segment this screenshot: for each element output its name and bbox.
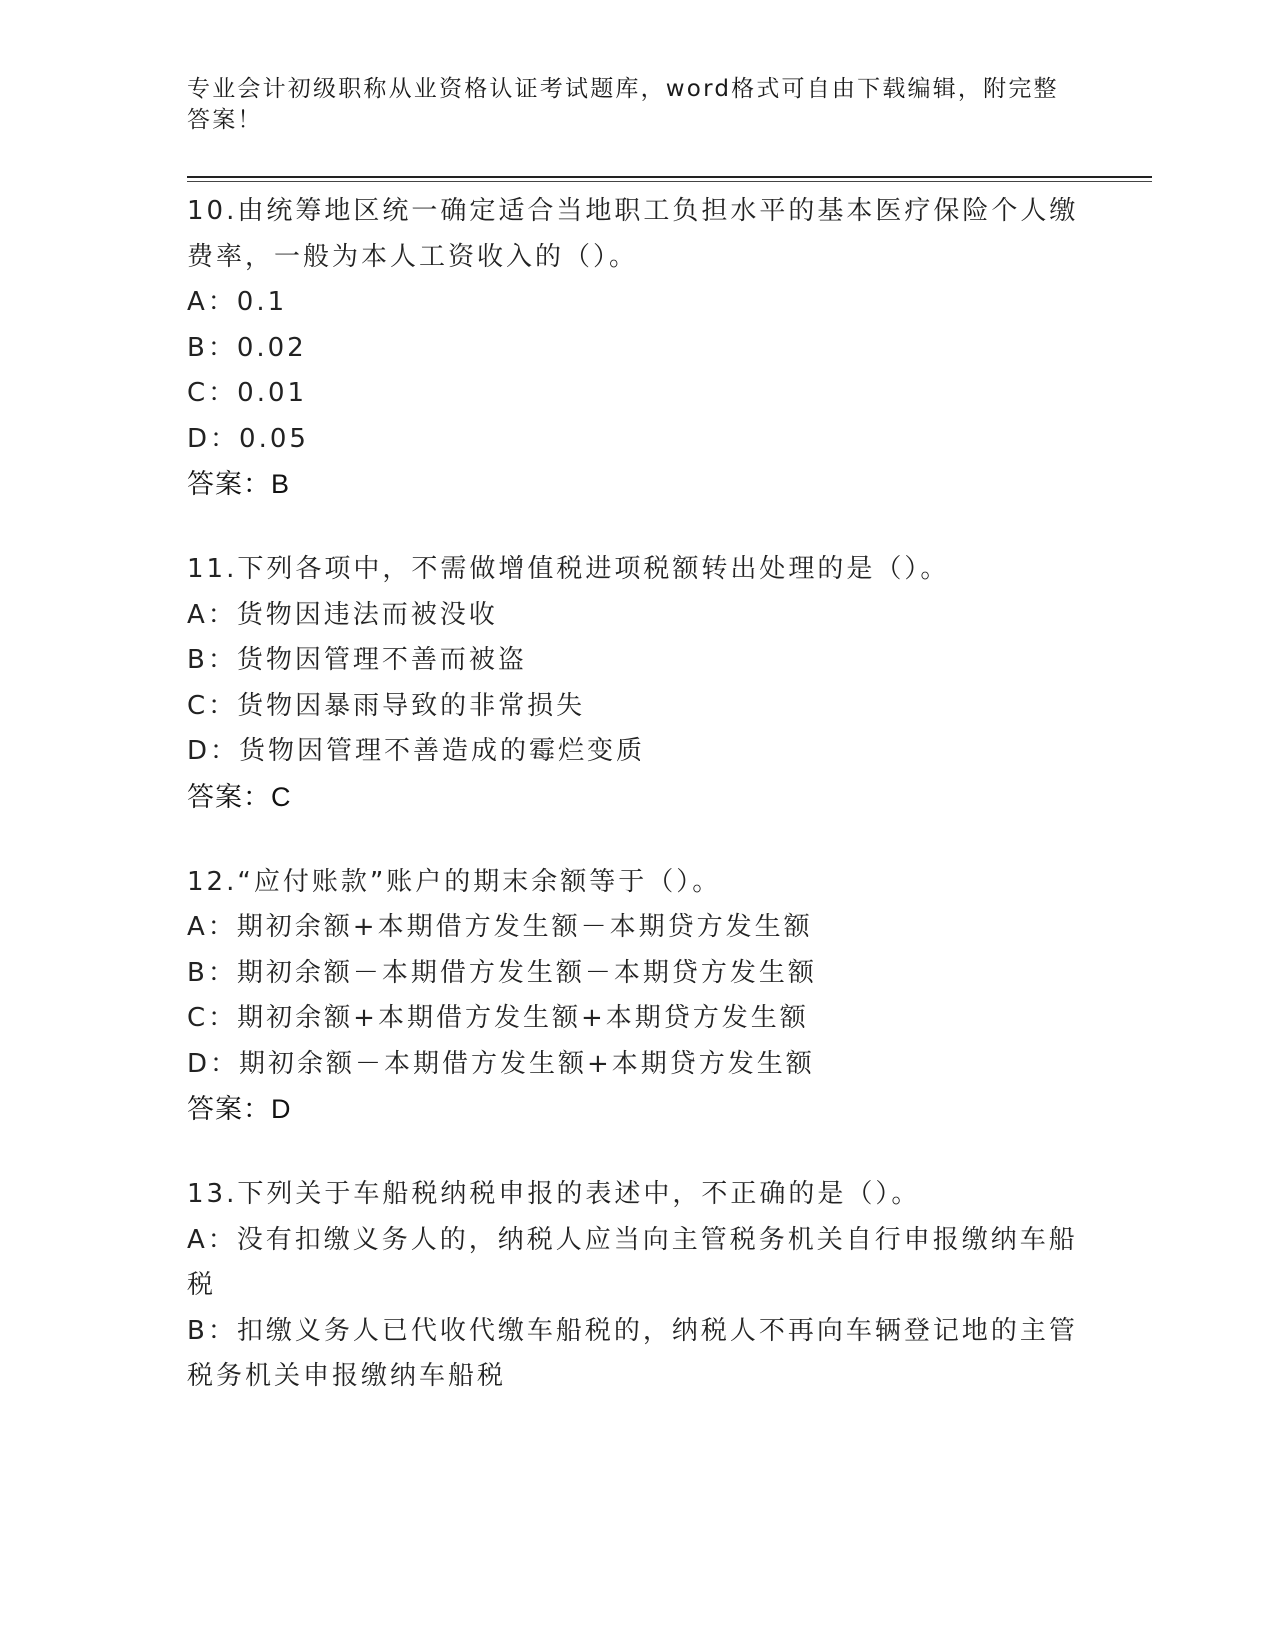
option-d: D：0.05 [187,423,309,454]
question-12 [187,860,1087,1133]
question-list [187,189,1087,1440]
question-10 [187,189,1087,507]
question-11 [187,547,1087,820]
question-text: 12.“应付账款”账户的期末余额等于（）。 [187,866,722,897]
option-b: B：货物因管理不善而被盗 [187,645,527,675]
option-c: C：期初余额+本期借方发生额+本期贷方发生额 [187,1003,809,1033]
header-divider [187,176,1152,178]
option-b: B：期初余额－本期借方发生额－本期贷方发生额 [187,957,817,988]
question-13 [187,1172,1087,1400]
answer-text: 答案：C [187,781,292,812]
option-a: A：0.1 [187,287,288,317]
question-text: 10.由统筹地区统一确定适合当地职工负担水平的基本医疗保险个人缴费率，一般为本人工资收入的（）。 [187,196,1079,272]
answer-text: 答案：B [187,469,291,499]
answer-text: 答案：D [187,1094,292,1124]
option-d: D：期初余额－本期借方发生额+本期贷方发生额 [187,1048,815,1079]
question-text: 13.下列关于车船税纳税申报的表述中，不正确的是（）。 [187,1179,921,1209]
option-a: A：期初余额+本期借方发生额－本期贷方发生额 [187,912,813,942]
option-b: B：扣缴义务人已代收代缴车船税的，纳税人不再向车辆登记地的主管税务机关申报缴纳车船税 [187,1315,1078,1391]
option-d: D：货物因管理不善造成的霉烂变质 [187,736,646,766]
option-b: B：0.02 [187,332,307,363]
option-a: A：没有扣缴义务人的，纳税人应当向主管税务机关自行申报缴纳车船税 [187,1224,1078,1300]
option-c: C：货物因暴雨导致的非常损失 [187,690,586,721]
option-c: C：0.01 [187,378,308,408]
question-text: 11.下列各项中，不需做增值税进项税额转出处理的是（）。 [187,554,950,584]
page-header: 专业会计初级职称从业资格认证考试题库，word格式可自由下载编辑，附完整答案！ [187,76,1059,133]
option-a: A：货物因违法而被没收 [187,599,498,630]
header-divider-thin [187,181,1152,182]
